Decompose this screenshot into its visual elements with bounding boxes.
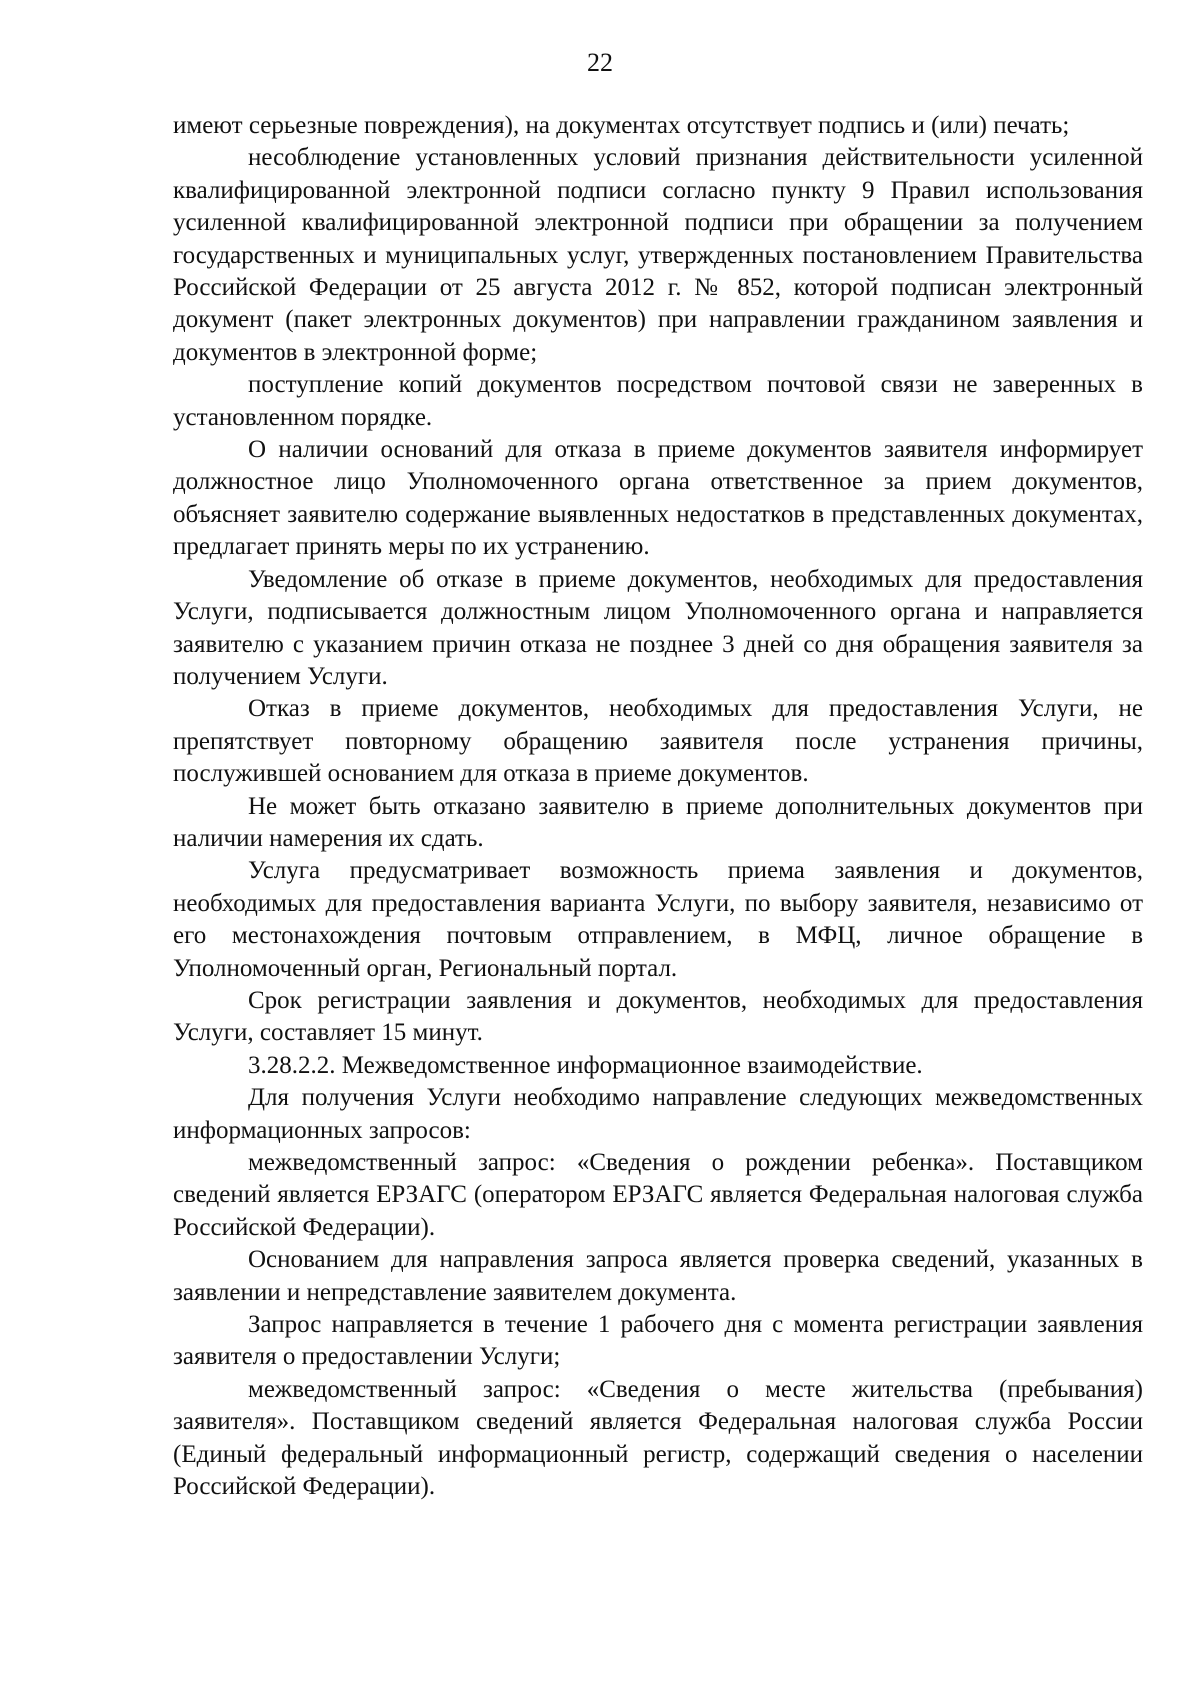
paragraph: Основанием для направления запроса является проверка сведений, указанных в заявлении и непредставление заявителем документа. (173, 1246, 1143, 1306)
paragraph: межведомственный запрос: «Сведения о рождении ребенка». Поставщиком сведений является ЕРЗАГС (оператором ЕРЗАГС является Федеральная налоговая служба Российской Федерации). (173, 1149, 1143, 1241)
document-body (173, 110, 1143, 1503)
paragraph: Не может быть отказано заявителю в приеме дополнительных документов при наличии намерения их сдать. (173, 792, 1143, 852)
paragraph: О наличии оснований для отказа в приеме документов заявителя информирует должностное лицо Уполномоченного органа ответственное за прием документов, объясняет заявителю содержание выявленных недостатков в представленных документах, предлагает принять меры по их устранению. (173, 436, 1143, 561)
paragraph: Услуга предусматривает возможность приема заявления и документов, необходимых для предоставления варианта Услуги, по выбору заявителя, независимо от его местонахождения почтовым отправлением, в МФЦ, личное обращение в Уполномоченный орган, Региональный портал. (173, 857, 1143, 982)
paragraph: Уведомление об отказе в приеме документов, необходимых для предоставления Услуги, подписывается должностным лицом Уполномоченного органа и направляется заявителю с указанием причин отказа не позднее 3 дней со дня обращения заявителя за получением Услуги. (173, 565, 1143, 690)
paragraph: Отказ в приеме документов, необходимых для предоставления Услуги, не препятствует повторному обращению заявителя после устранения причины, послужившей основанием для отказа в приеме документов. (173, 695, 1143, 788)
paragraph: Срок регистрации заявления и документов, необходимых для предоставления Услуги, составляет 15 минут. (173, 986, 1143, 1047)
paragraph: имеют серьезные повреждения), на документах отсутствует подпись и (или) печать; (173, 112, 1070, 139)
paragraph: Для получения Услуги необходимо направление следующих межведомственных информационных запросов: (173, 1084, 1143, 1144)
paragraph: несоблюдение установленных условий признания действительности усиленной квалифицированной электронной подписи согласно пункту 9 Правил использования усиленной квалифицированной электронной подписи при обращении за получением государственных и муниципальных услуг, утвержденных постановлением Правительства Российской Федерации от 25 августа 2012 г. № 852, которой подписан электронный документ (пакет электронных документов) при направлении гражданином заявления и документов в электронной форме; (173, 144, 1143, 366)
paragraph: Запрос направляется в течение 1 рабочего дня с момента регистрации заявления заявителя о предоставлении Услуги; (173, 1311, 1143, 1371)
paragraph: поступление копий документов посредством почтовой связи не заверенных в установленном порядке. (173, 371, 1143, 431)
paragraph: межведомственный запрос: «Сведения о месте жительства (пребывания) заявителя». Поставщиком сведений является Федеральная налоговая служба России (Единый федеральный информационный регистр, содержащий сведения о населении Российской Федерации). (173, 1375, 1143, 1501)
page-number: 22 (587, 48, 613, 77)
paragraph: 3.28.2.2. Межведомственное информационное взаимодействие. (248, 1051, 923, 1079)
